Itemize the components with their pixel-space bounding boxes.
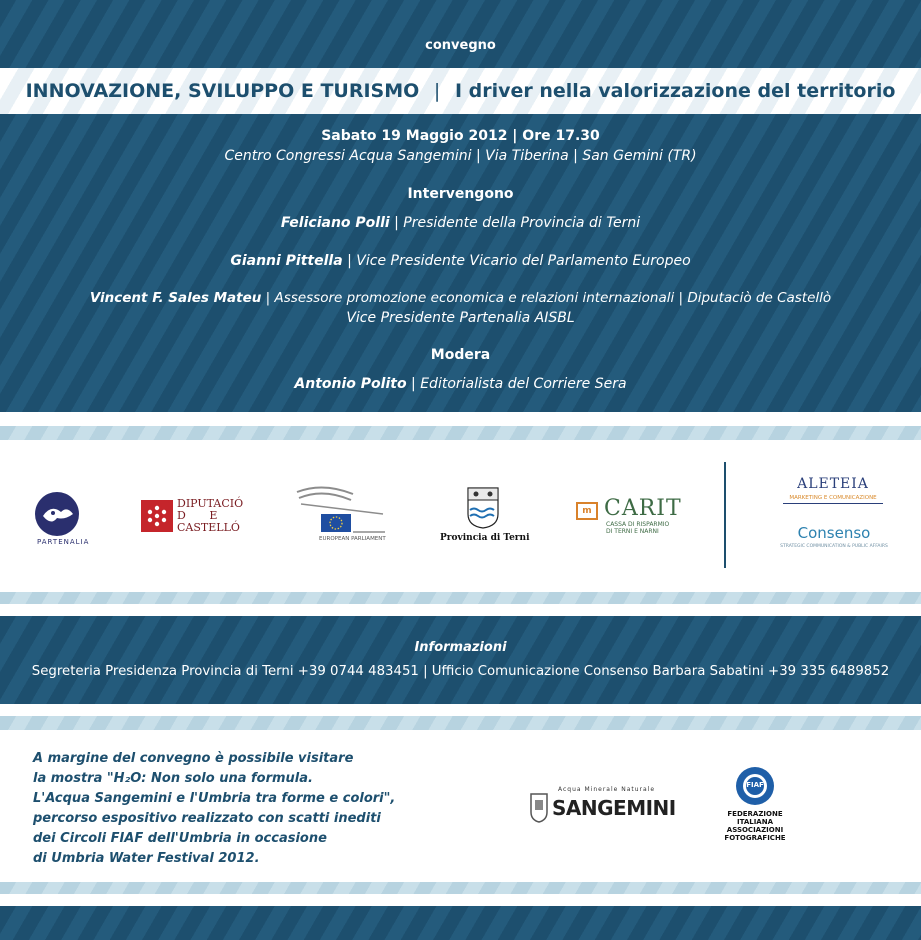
ep-text: EUROPEAN PARLIAMENT bbox=[319, 536, 386, 542]
consenso-logo bbox=[778, 524, 890, 554]
partenalia-logo bbox=[33, 486, 103, 548]
aleteia-text: ALETEIA bbox=[797, 476, 869, 492]
sangemini-logo bbox=[528, 784, 676, 828]
aleteia-sub: MARKETING E COMUNICAZIONE bbox=[789, 495, 877, 501]
sangemini-text: SANGEMINI bbox=[552, 796, 676, 820]
diputacio-logo bbox=[141, 496, 246, 536]
note-line: L'Acqua Sangemini e l'Umbria tra forme e colori", bbox=[33, 791, 396, 806]
aleteia-rule bbox=[783, 503, 883, 504]
event-title bbox=[0, 80, 921, 102]
diputacio-line-2: D E bbox=[177, 509, 228, 522]
note-line: la mostra "H₂O: Non solo una formula. bbox=[33, 771, 313, 786]
carit-emblem-icon: m bbox=[576, 502, 598, 520]
info-heading: Informazioni bbox=[414, 640, 507, 655]
carit-logo bbox=[576, 496, 681, 540]
title-main: INNOVAZIONE, SVILUPPO E TURISMO bbox=[25, 80, 420, 102]
bottom-band bbox=[0, 906, 921, 940]
event-type-label: convegno bbox=[425, 38, 496, 53]
speaker-name: Feliciano Polli bbox=[280, 215, 390, 231]
diputacio-line-3: CASTELLÓ bbox=[177, 521, 240, 534]
divider-stripe bbox=[0, 592, 921, 604]
event-location: Centro Congressi Acqua Sangemini | Via Tiberina | San Gemini (TR) bbox=[224, 148, 697, 164]
title-sub: I driver nella valorizzazione del territorio bbox=[454, 80, 896, 102]
diputacio-emblem-icon bbox=[141, 500, 173, 532]
top-band bbox=[0, 0, 921, 68]
diputacio-line-1: DIPUTACIÓ bbox=[177, 497, 244, 510]
info-band bbox=[0, 616, 921, 704]
note-line: A margine del convegno è possibile visitare bbox=[33, 751, 354, 766]
note-line: di Umbria Water Festival 2012. bbox=[33, 851, 260, 866]
parliament-building-icon bbox=[293, 484, 393, 534]
terni-crest-icon bbox=[438, 486, 528, 530]
note-line: percorso espositivo realizzato con scatti inediti bbox=[33, 811, 381, 826]
provincia-terni-logo bbox=[438, 486, 528, 548]
moderator bbox=[0, 376, 921, 392]
moderator-heading: Modera bbox=[430, 347, 491, 363]
diputacio-text bbox=[177, 498, 243, 534]
sangemini-crest-icon bbox=[528, 788, 550, 824]
title-separator: | bbox=[433, 80, 441, 102]
speaker-role: | Presidente della Provincia di Terni bbox=[389, 215, 641, 231]
consenso-sub: STRATEGIC COMMUNICATION & PUBLIC AFFAIRS bbox=[780, 544, 888, 549]
logos-divider bbox=[724, 462, 726, 568]
speaker-role: | Assessore promozione economica e relazioni internazionali | Diputaciò de Castellò bbox=[261, 290, 832, 306]
fiaf-badge-text: FIAF bbox=[746, 781, 764, 789]
speakers-heading: Intervengono bbox=[407, 186, 514, 202]
sangemini-top-text: Acqua Minerale Naturale bbox=[558, 786, 656, 793]
partenalia-text: PARTENALIA bbox=[37, 538, 90, 546]
carit-text: CARIT bbox=[604, 496, 682, 521]
note-line: dei Circoli FIAF dell'Umbria in occasione bbox=[33, 831, 327, 846]
event-date-time: Sabato 19 Maggio 2012 | Ore 17.30 bbox=[321, 128, 600, 144]
speaker-name: Gianni Pittella bbox=[230, 253, 343, 269]
speaker-3-role-2: Vice Presidente Partenalia AISBL bbox=[346, 310, 575, 326]
terni-text: Provincia di Terni bbox=[440, 533, 530, 543]
info-contacts: Segreteria Presidenza Provincia di Terni +39 0744 483451 | Ufficio Comunicazione Consenso Barbara Sabatini +39 335 6489852 bbox=[31, 664, 890, 679]
fiaf-logo bbox=[722, 766, 792, 848]
speaker-role: | Vice Presidente Vicario del Parlamento Europeo bbox=[342, 253, 691, 269]
moderator-role: | Editorialista del Corriere Sera bbox=[406, 376, 627, 392]
divider-stripe bbox=[0, 716, 921, 730]
european-parliament-logo bbox=[293, 484, 393, 546]
speaker-1 bbox=[0, 215, 921, 231]
fiaf-text: FEDERAZIONE ITALIANA ASSOCIAZIONI FOTOGRAFICHE bbox=[724, 810, 786, 842]
speaker-name: Vincent F. Sales Mateu bbox=[89, 290, 262, 306]
speaker-3 bbox=[0, 290, 921, 306]
aleteia-logo bbox=[778, 476, 888, 510]
carit-sub: CASSA DI RISPARMIO DI TERNI E NARNI bbox=[606, 521, 670, 535]
exhibition-note bbox=[33, 749, 473, 869]
divider-stripe bbox=[0, 882, 921, 894]
consenso-text: Consenso bbox=[797, 524, 871, 542]
divider-stripe bbox=[0, 426, 921, 440]
speaker-2 bbox=[0, 253, 921, 269]
moderator-name: Antonio Polito bbox=[294, 376, 407, 392]
